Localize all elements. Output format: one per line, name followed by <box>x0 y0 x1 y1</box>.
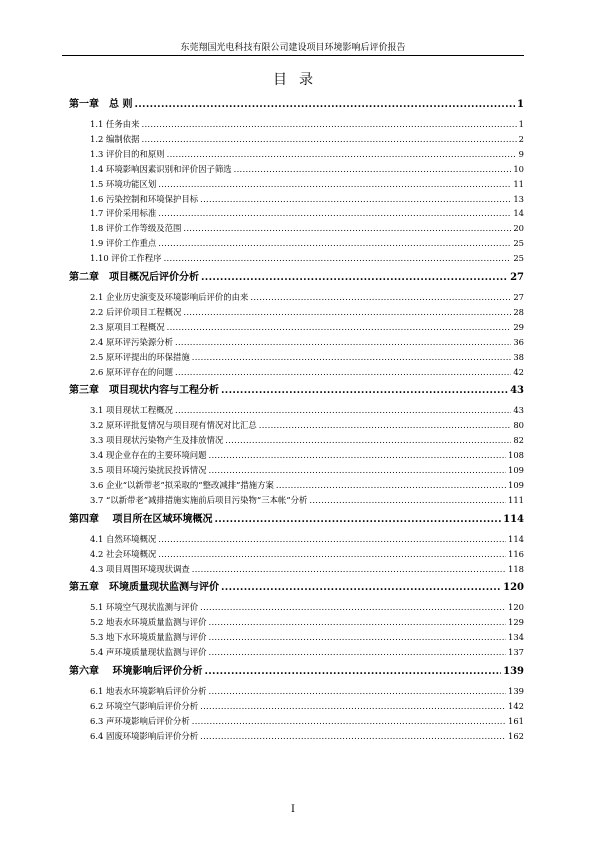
dot-leader <box>141 119 516 130</box>
dot-leader <box>158 549 506 560</box>
toc-section-label: 1.2 编制依据 <box>90 133 140 144</box>
toc-section-page: 25 <box>513 238 524 249</box>
dot-leader <box>259 420 512 431</box>
dot-leader <box>200 194 511 205</box>
toc-section-entry[interactable] <box>90 564 524 575</box>
toc-section-label: 5.2 地表水环境质量监测与评价 <box>90 617 207 628</box>
toc-section-entry[interactable] <box>90 632 524 643</box>
toc-section-entry[interactable] <box>90 420 524 431</box>
toc-section-entry[interactable] <box>90 617 524 628</box>
toc-section-page: 13 <box>513 193 524 204</box>
toc-section-entry[interactable] <box>90 208 524 219</box>
dot-leader <box>183 307 511 318</box>
toc-section-entry[interactable] <box>90 435 524 446</box>
dot-leader <box>141 134 516 145</box>
toc-section-label: 3.2 原环评批复情况与项目现有情况对比汇总 <box>90 420 257 431</box>
toc-chapter-entry[interactable] <box>69 98 524 111</box>
dot-leader <box>250 292 511 303</box>
toc-section-entry[interactable] <box>90 179 524 190</box>
dot-leader <box>208 617 506 628</box>
toc-chapter-page: 114 <box>503 513 524 525</box>
toc-section-page: 10 <box>513 163 524 174</box>
dot-leader <box>221 384 508 397</box>
dot-leader <box>192 716 506 727</box>
toc-section-page: 1 <box>518 119 524 129</box>
toc-section-label: 4.2 社会环境概况 <box>90 548 157 559</box>
toc-section-label: 2.6 原环评存在的问题 <box>90 366 173 377</box>
toc-chapter-page: 43 <box>510 385 524 397</box>
toc-section-page: 42 <box>513 366 524 377</box>
toc-section-page: 142 <box>508 700 524 711</box>
toc-section-page: 43 <box>513 405 524 416</box>
dot-leader <box>167 322 512 333</box>
dot-leader <box>201 271 508 284</box>
dot-leader <box>234 164 512 175</box>
toc-section-label: 1.8 评价工作等级及范围 <box>90 223 182 234</box>
toc-section-entry[interactable] <box>90 322 524 333</box>
toc-section-page: 2 <box>518 133 524 144</box>
toc-section-label: 1.6 污染控制和环境保护目标 <box>90 193 199 204</box>
toc-chapter-page: 139 <box>503 666 524 677</box>
toc-section-label: 2.3 原项目工程概况 <box>90 321 165 332</box>
toc-section-label: 6.2 环境空气影响后评价分析 <box>90 700 199 711</box>
toc-section-entry[interactable] <box>90 337 524 348</box>
toc-section-label: 1.5 环境功能区划 <box>90 178 157 189</box>
toc-section-page: 162 <box>508 730 524 741</box>
dot-leader <box>204 665 501 678</box>
toc-section-label: 1.9 评价工作重点 <box>90 238 157 249</box>
toc-title: 目录 <box>273 72 325 88</box>
toc-section-entry[interactable] <box>90 405 524 416</box>
toc-section-label: 3.4 现企业存在的主要环境问题 <box>90 450 207 461</box>
toc-section-entry[interactable] <box>90 119 524 130</box>
toc-section-entry[interactable] <box>90 602 524 613</box>
toc-section-label: 5.4 声环境质量现状监测与评价 <box>90 647 207 658</box>
toc-section-page: 109 <box>508 465 524 475</box>
toc-section-entry[interactable] <box>90 367 524 378</box>
toc-chapter-page: 1 <box>517 99 524 110</box>
dot-leader <box>192 564 506 575</box>
toc-section-page: 80 <box>513 420 524 431</box>
toc-chapter-entry[interactable] <box>69 581 524 594</box>
toc-section-page: 11 <box>513 178 524 189</box>
dot-leader <box>221 581 501 594</box>
dot-leader <box>200 701 506 712</box>
toc-section-page: 38 <box>513 351 524 362</box>
toc-section-label: 6.1 地表水环境影响后评价分析 <box>90 686 207 696</box>
toc-section-entry[interactable] <box>90 253 524 264</box>
dot-leader <box>214 513 501 526</box>
toc-chapter-page: 27 <box>510 272 524 283</box>
toc-section-entry[interactable] <box>90 134 524 145</box>
toc-section-label: 2.1 企业历史演变及环境影响后评价的由来 <box>90 292 249 302</box>
toc-section-entry[interactable] <box>90 307 524 318</box>
toc-chapter-label: 第二章 项目概况后评价分析 <box>69 272 199 283</box>
toc-section-page: 82 <box>513 435 524 446</box>
toc-chapter-label: 第六章 环境影响后评价分析 <box>69 666 203 677</box>
dot-leader <box>225 435 511 446</box>
toc-section-entry[interactable] <box>90 223 524 234</box>
toc-section-page: 9 <box>518 148 524 159</box>
toc-section-label: 3.7 “以新带老”减排措施实施前后项目污染物“三本帐”分析 <box>90 494 308 505</box>
toc-chapter-entry[interactable] <box>69 271 524 284</box>
toc-section-entry[interactable] <box>90 194 524 205</box>
toc-section-entry[interactable] <box>90 238 524 249</box>
toc-section-label: 5.1 环境空气现状监测与评价 <box>90 602 199 613</box>
dot-leader <box>208 465 506 476</box>
dot-leader <box>175 367 511 378</box>
dot-leader <box>158 238 511 249</box>
toc-section-label: 1.3 评价目的和原则 <box>90 148 165 159</box>
dot-leader <box>208 632 506 643</box>
page-number: I <box>291 804 295 815</box>
toc-section-label: 3.6 企业“以新带老”拟采取的“整改减排”措施方案 <box>90 479 274 490</box>
toc-section-page: 111 <box>508 494 524 505</box>
toc-section-entry[interactable] <box>90 450 524 461</box>
toc-section-page: 28 <box>513 306 524 317</box>
toc-section-label: 4.3 项目周围环境现状调查 <box>90 563 190 574</box>
toc-chapter-entry[interactable] <box>69 513 524 526</box>
toc-section-label: 3.1 项目现状工程概况 <box>90 405 173 416</box>
toc-chapter-label: 第四章 项目所在区域环境概况 <box>69 513 213 525</box>
toc-section-label: 1.4 环境影响因素识别和评价因子筛选 <box>90 163 232 174</box>
toc-section-label: 6.4 固废环境影响后评价分析 <box>90 730 199 741</box>
toc-section-label: 1.7 评价采用标准 <box>90 208 157 219</box>
toc-section-page: 134 <box>508 632 524 643</box>
toc-section-page: 25 <box>513 253 524 264</box>
toc-section-label: 3.5 项目环境污染扰民投诉情况 <box>90 465 207 475</box>
toc-section-page: 114 <box>508 533 524 544</box>
toc-section-label: 4.1 自然环境概况 <box>90 533 157 544</box>
toc-section-page: 14 <box>513 208 524 219</box>
toc-section-entry[interactable] <box>90 549 524 560</box>
toc-section-entry[interactable] <box>90 292 524 303</box>
toc-chapter-entry[interactable] <box>69 384 524 397</box>
dot-leader <box>158 208 511 219</box>
toc-section-label: 3.3 项目现状污染物产生及排放情况 <box>90 435 224 446</box>
toc-section-page: 129 <box>508 617 524 628</box>
dot-leader <box>175 337 511 348</box>
toc-section-entry[interactable] <box>90 352 524 363</box>
dot-leader <box>167 149 517 160</box>
toc-section-page: 137 <box>508 647 524 658</box>
toc-section-label: 2.4 原环评污染源分析 <box>90 336 173 347</box>
dot-leader <box>200 731 506 742</box>
toc-section-entry[interactable] <box>90 495 524 506</box>
toc-section-entry[interactable] <box>90 731 524 742</box>
toc-section-page: 29 <box>513 321 524 332</box>
toc-section-label: 1.10 评价工作程序 <box>90 253 162 264</box>
dot-leader <box>208 450 506 461</box>
dot-leader <box>175 405 511 416</box>
dot-leader <box>309 495 506 506</box>
toc-section-label: 2.2 后评价项目工程概况 <box>90 306 182 317</box>
toc-section-entry[interactable] <box>90 647 524 658</box>
toc-chapter-label: 第一章 总 则 <box>69 99 133 110</box>
toc-chapter-label: 第三章 项目现状内容与工程分析 <box>69 385 219 397</box>
toc-section-page: 116 <box>508 548 524 559</box>
dot-leader <box>158 534 506 545</box>
toc-section-page: 109 <box>508 479 524 490</box>
dot-leader <box>134 98 515 111</box>
toc-chapter-label: 第五章 环境质量现状监测与评价 <box>69 582 219 594</box>
dot-leader <box>276 480 506 491</box>
toc-section-page: 120 <box>508 602 524 613</box>
dot-leader <box>158 179 511 190</box>
toc-section-page: 118 <box>508 563 524 574</box>
toc-section-label: 6.3 声环境影响后评价分析 <box>90 715 190 726</box>
toc-section-page: 108 <box>508 450 524 461</box>
toc-section-entry[interactable] <box>90 465 524 476</box>
toc-section-page: 36 <box>513 336 524 347</box>
dot-leader <box>208 647 506 658</box>
toc-section-entry[interactable] <box>90 534 524 545</box>
toc-section-page: 139 <box>508 686 524 696</box>
toc-section-page: 20 <box>513 223 524 234</box>
dot-leader <box>164 253 512 264</box>
toc-section-entry[interactable] <box>90 480 524 491</box>
dot-leader <box>183 223 511 234</box>
running-header: 东莞翔国光电科技有限公司建设项目环境影响后评价报告 <box>180 43 406 53</box>
dot-leader <box>200 602 506 613</box>
toc-section-page: 27 <box>513 292 524 302</box>
toc-section-label: 2.5 原环评提出的环保措施 <box>90 351 190 362</box>
toc-section-page: 161 <box>508 715 524 726</box>
toc-section-label: 5.3 地下水环境质量监测与评价 <box>90 632 207 643</box>
toc-section-entry[interactable] <box>90 149 524 160</box>
toc-chapter-page: 120 <box>503 582 524 594</box>
toc-section-entry[interactable] <box>90 164 524 175</box>
toc-section-entry[interactable] <box>90 716 524 727</box>
dot-leader <box>208 686 506 697</box>
dot-leader <box>192 352 512 363</box>
toc-section-entry[interactable] <box>90 686 524 697</box>
toc-chapter-entry[interactable] <box>69 665 524 678</box>
toc-section-entry[interactable] <box>90 701 524 712</box>
toc-section-label: 1.1 任务由来 <box>90 119 140 129</box>
